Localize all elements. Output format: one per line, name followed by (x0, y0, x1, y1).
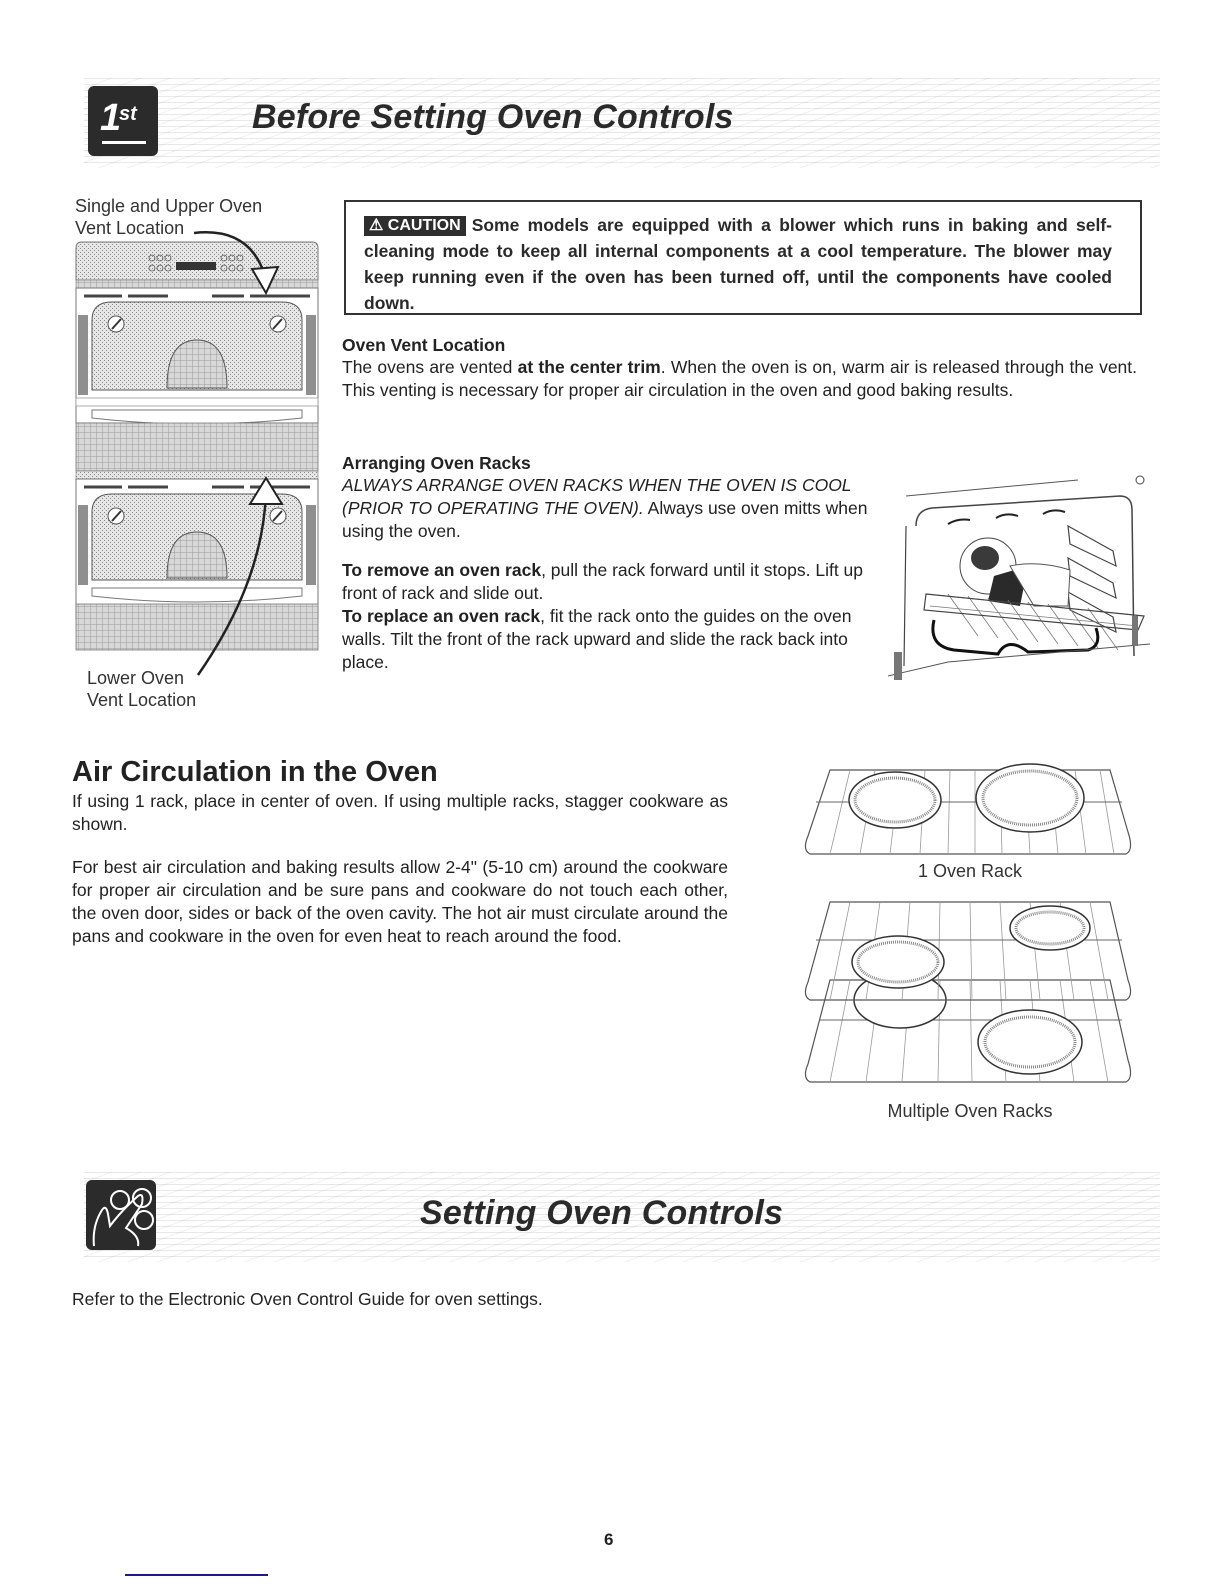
oven-vent-text-bold: at the center trim (517, 357, 661, 377)
arranging-racks-heading: Arranging Oven Racks (342, 453, 531, 473)
arranging-racks-warning (342, 474, 870, 543)
svg-text:1: 1 (100, 97, 122, 139)
arranging-racks-italic: ALWAYS ARRANGE OVEN RACKS WHEN THE OVEN IS COOL (PRIOR TO OPERATING THE OVEN). (342, 475, 852, 518)
lower-vent-arrow (190, 470, 290, 680)
section-title: Setting Oven Controls (420, 1194, 784, 1232)
air-circulation-section (72, 754, 728, 948)
arranging-racks-warning-rest: Always use oven mitts when using the oven. (342, 498, 868, 541)
oven-vent-paragraph (342, 356, 1137, 402)
remove-rack-paragraph (342, 559, 870, 605)
replace-rack-bold: To replace an oven rack (342, 606, 541, 626)
air-circulation-heading: Air Circulation in the Oven (72, 756, 438, 788)
oven-vent-text-1: The ovens are vented (342, 357, 518, 377)
section-banner-before-setting (84, 78, 1160, 168)
section-banner-setting-controls (84, 1172, 1160, 1262)
page-number: 6 (604, 1530, 614, 1549)
one-rack-illustration (800, 762, 1140, 862)
remove-rack-text: , pull the rack forward until it stops. Lift up front of rack and slide out. (342, 560, 864, 603)
oven-interior-illustration (888, 466, 1150, 694)
controls-reference-text: Refer to the Electronic Oven Control Guide for oven settings. (72, 1289, 543, 1309)
hand-pressing-buttons-icon (86, 1180, 156, 1250)
upper-vent-arrow (180, 225, 290, 305)
warning-triangle-icon: ⚠ (369, 217, 384, 234)
svg-text:st: st (119, 103, 137, 125)
upper-vent-caption-line2: Vent Location (75, 218, 185, 238)
section-title: Before Setting Oven Controls (252, 98, 734, 136)
upper-vent-caption-line1: Single and Upper Oven (75, 196, 263, 216)
air-circulation-paragraph-2: For best air circulation and baking results allow 2-4" (5-10 cm) around the cookware for proper air circulation and be sure pans and cookware do not touch each other, the oven door, sides or back of the oven cavity. The hot air must circulate around the pans and cookware in the oven for even heat to reach around the food. (72, 857, 728, 946)
caution-badge (364, 216, 466, 236)
replace-rack-text: , fit the rack onto the guides on the oven walls. Tilt the front of the rack upward and slide the rack back into place. (342, 606, 852, 672)
oven-vent-section (342, 335, 1137, 402)
multiple-racks-illustration (800, 900, 1140, 1090)
oven-vent-text-2: . When the oven is on, warm air is released through the vent. This venting is necessary for proper air circulation in the oven and good baking results. (342, 357, 1138, 400)
replace-rack-paragraph (342, 605, 870, 674)
caution-text: Some models are equipped with a blower which runs in baking and self-cleaning mode to keep all internal components at a cool temperature. The blower may keep running even if the oven has been turned off, until the components have cooled down. (364, 215, 1112, 313)
multiple-racks-caption: Multiple Oven Racks (887, 1101, 1053, 1121)
arranging-racks-section (342, 453, 870, 674)
lower-vent-caption-line1: Lower Oven (87, 668, 185, 688)
caution-text-block (364, 212, 1112, 316)
air-circulation-paragraph-1: If using 1 rack, place in center of oven. If using multiple racks, stagger cookware as shown. (72, 791, 728, 834)
first-step-icon (88, 86, 158, 156)
lower-vent-caption (87, 667, 196, 711)
one-rack-caption: 1 Oven Rack (917, 861, 1023, 881)
remove-rack-bold: To remove an oven rack (342, 560, 542, 580)
oven-vent-heading: Oven Vent Location (342, 335, 506, 355)
caution-box (344, 200, 1142, 315)
footer-rule (125, 1574, 268, 1576)
caution-badge-label: CAUTION (387, 217, 461, 234)
lower-vent-caption-line2: Vent Location (87, 690, 197, 710)
